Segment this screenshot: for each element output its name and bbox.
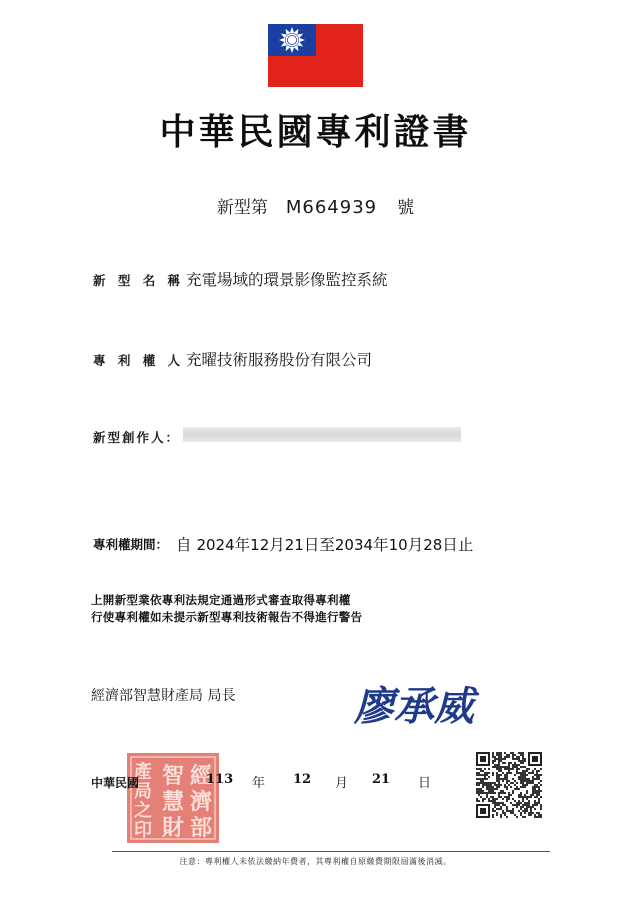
patent-number-line bbox=[0, 193, 631, 218]
term-end-day-char: 日 bbox=[442, 536, 458, 554]
utility-name-value: 充電場域的環景影像監控系統 bbox=[186, 271, 388, 289]
director-title: 經濟部智慧財產局 局長 bbox=[91, 688, 236, 704]
svg-text:部: 部 bbox=[190, 814, 213, 841]
term-label: 專利權期間： bbox=[93, 537, 169, 552]
patentee-label: 專 利 權 人 ： bbox=[93, 353, 209, 368]
issue-month-char: 月 bbox=[335, 776, 349, 791]
signature-text: 廖承威 bbox=[354, 683, 474, 730]
footer-note: 注意：專利權人未依法繳納年費者，其專利權自原繳費期限屆滿後消滅。 bbox=[179, 857, 452, 866]
number-prefix: 新型第 bbox=[216, 198, 268, 218]
qr-code bbox=[476, 752, 542, 818]
number-suffix: 號 bbox=[397, 198, 415, 218]
certificate-title: 中華民國專利證書 bbox=[159, 111, 472, 153]
notice-line-1: 上開新型業依專利法規定通過形式審查取得專利權 bbox=[91, 593, 351, 607]
issue-date-label: 中華民國 bbox=[91, 776, 140, 790]
term-start-day-char: 日 bbox=[303, 536, 320, 554]
term-period bbox=[176, 533, 473, 555]
term-end-year-char: 年 bbox=[373, 536, 389, 554]
issue-day-char: 日 bbox=[418, 776, 432, 791]
white-sun-icon bbox=[276, 25, 308, 55]
issue-day: 21 bbox=[372, 772, 391, 787]
term-to-word: 至 bbox=[319, 536, 335, 554]
director-signature bbox=[352, 678, 502, 732]
official-seal bbox=[126, 752, 220, 844]
svg-text:經: 經 bbox=[190, 762, 213, 789]
patent-number: M664939 bbox=[285, 197, 378, 218]
issue-month: 12 bbox=[293, 772, 312, 787]
issue-year-char: 年 bbox=[252, 776, 266, 791]
term-end-month-char: 月 bbox=[407, 536, 424, 554]
term-start-year: 2024 bbox=[196, 536, 235, 554]
term-end-month: 10 bbox=[388, 536, 408, 554]
utility-name-label: 新 型 名 稱 ： bbox=[93, 273, 209, 288]
redacted-creator-name bbox=[183, 427, 461, 442]
footer-divider bbox=[112, 851, 550, 852]
issue-year: 113 bbox=[206, 772, 234, 787]
term-start-day: 21 bbox=[284, 536, 304, 554]
creator-label: 新型創作人： bbox=[93, 430, 181, 445]
svg-text:之: 之 bbox=[134, 800, 152, 822]
term-start-year-char: 年 bbox=[234, 536, 251, 554]
term-end-year: 2034 bbox=[334, 536, 374, 554]
notice-line-2: 行使專利權如未提示新型專利技術報告不得進行警告 bbox=[91, 610, 363, 624]
svg-text:產: 產 bbox=[134, 761, 152, 783]
term-from-word: 自 bbox=[176, 536, 192, 554]
svg-text:慧: 慧 bbox=[162, 788, 185, 815]
svg-text:濟: 濟 bbox=[190, 788, 213, 815]
term-start-month-char: 月 bbox=[269, 536, 285, 554]
svg-text:智: 智 bbox=[162, 762, 185, 789]
term-start-month: 12 bbox=[250, 536, 270, 554]
svg-text:財: 財 bbox=[162, 814, 185, 841]
national-flag bbox=[268, 24, 363, 87]
term-end-word: 止 bbox=[457, 536, 474, 554]
seal-characters bbox=[134, 761, 212, 842]
svg-text:印: 印 bbox=[134, 820, 152, 842]
term-end-day: 28 bbox=[423, 536, 443, 554]
svg-text:局: 局 bbox=[134, 781, 152, 803]
patentee-value: 充曜技術服務股份有限公司 bbox=[186, 351, 373, 369]
